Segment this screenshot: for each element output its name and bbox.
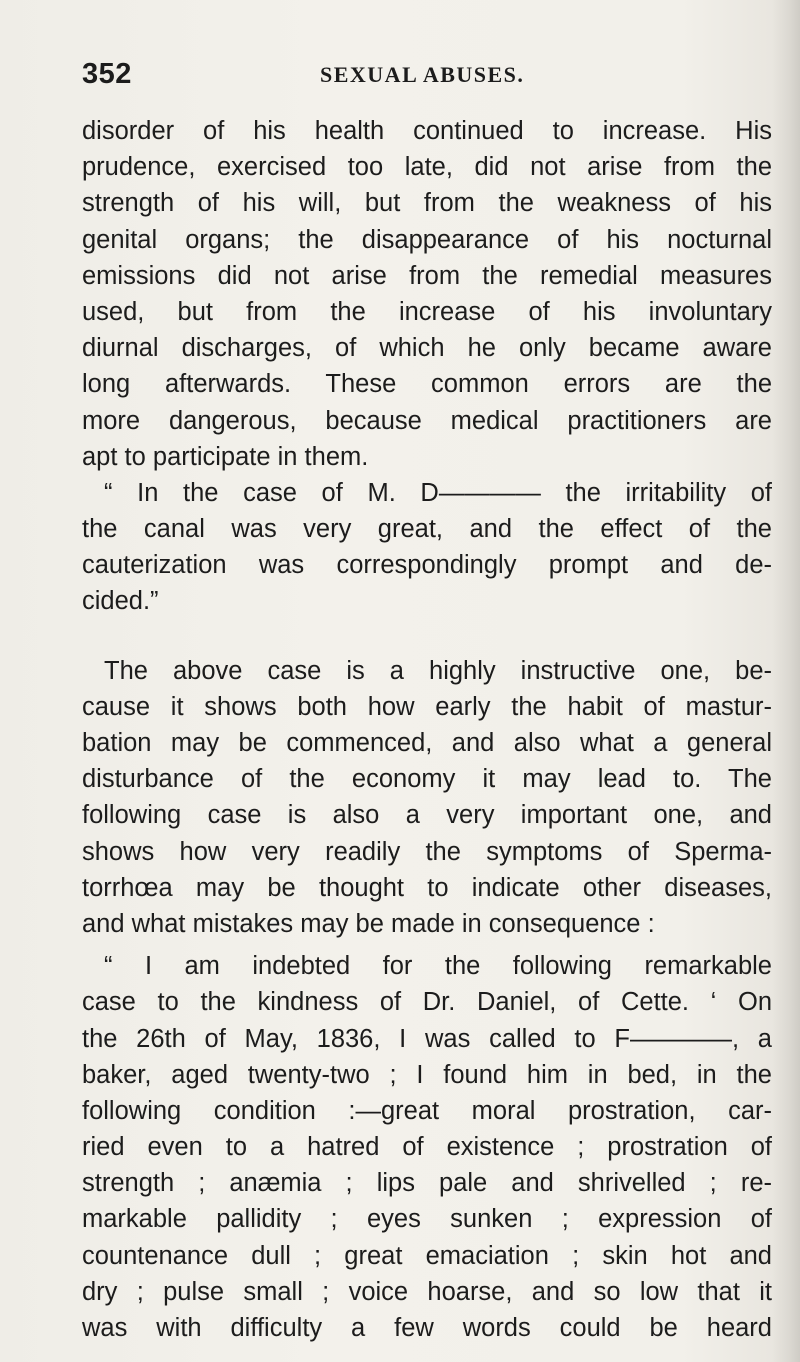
text-line: the canal was very great, and the effect of the [82,515,772,544]
text-line: was with difficulty a few words could be heard [82,1314,772,1342]
text-line: genital organs; the disappearance of his nocturnal [82,225,772,254]
text-line: the 26th of May, 1836, I was called to F————, a [82,1024,772,1053]
paragraph-quote [82,948,772,1346]
text-line: disorder of his health continued to increase. His [82,117,772,145]
text-line: The above case is a highly instructive one, be- [104,656,772,685]
page-number: 352 [82,58,132,90]
text-line: and what mistakes may be made in consequence : [82,909,655,938]
paragraph [82,653,772,943]
text-line: torrhœa may be thought to indicate other diseases, [82,873,772,902]
text-line: apt to participate in them. [82,442,369,471]
text-line: countenance dull ; great emaciation ; skin hot and [82,1241,772,1270]
running-head: SEXUAL ABUSES. [320,62,525,87]
text-line: diurnal discharges, of which he only became aware [82,334,772,363]
text-line: strength ; anæmia ; lips pale and shrivelled ; re- [82,1169,772,1198]
text-line: case to the kindness of Dr. Daniel, of Cette. ‘ On [82,988,772,1017]
text-line: “ In the case of M. D———— the irritability of [104,478,772,507]
text-line: used, but from the increase of his involuntary [82,297,772,326]
paragraph-gap [82,620,772,653]
text-line: dry ; pulse small ; voice hoarse, and so low that it [82,1277,772,1306]
page-header [82,58,758,94]
text-line: emissions did not arise from the remedial measures [82,261,772,290]
text-line: ried even to a hatred of existence ; prostration of [82,1133,772,1162]
text-line: more dangerous, because medical practitioners are [82,406,772,435]
text-line: shows how very readily the symptoms of Sperma- [82,837,772,866]
text-line: markable pallidity ; eyes sunken ; expression of [82,1205,772,1234]
text-line: bation may be commenced, and also what a general [82,729,772,757]
text-line: disturbance of the economy it may lead to. The [82,765,772,794]
text-line: “ I am indebted for the following remarkable [104,952,772,981]
text-line: cauterization was correspondingly prompt and de- [82,551,772,580]
paragraph [82,113,772,475]
text-line: cided.” [82,587,159,616]
text-line: prudence, exercised too late, did not arise from the [82,153,772,182]
text-line: baker, aged twenty-two ; I found him in bed, in the [82,1060,772,1089]
text-line: cause it shows both how early the habit of mastur- [82,692,772,721]
page-edge-shadow [772,0,800,1362]
paragraph-quote [82,475,772,620]
text-line: following condition :—great moral prostration, car- [82,1096,772,1125]
body-text [82,113,772,1346]
text-line: long afterwards. These common errors are the [82,370,772,399]
text-line: strength of his will, but from the weakness of his [82,189,772,218]
text-line: following case is also a very important one, and [82,801,772,830]
